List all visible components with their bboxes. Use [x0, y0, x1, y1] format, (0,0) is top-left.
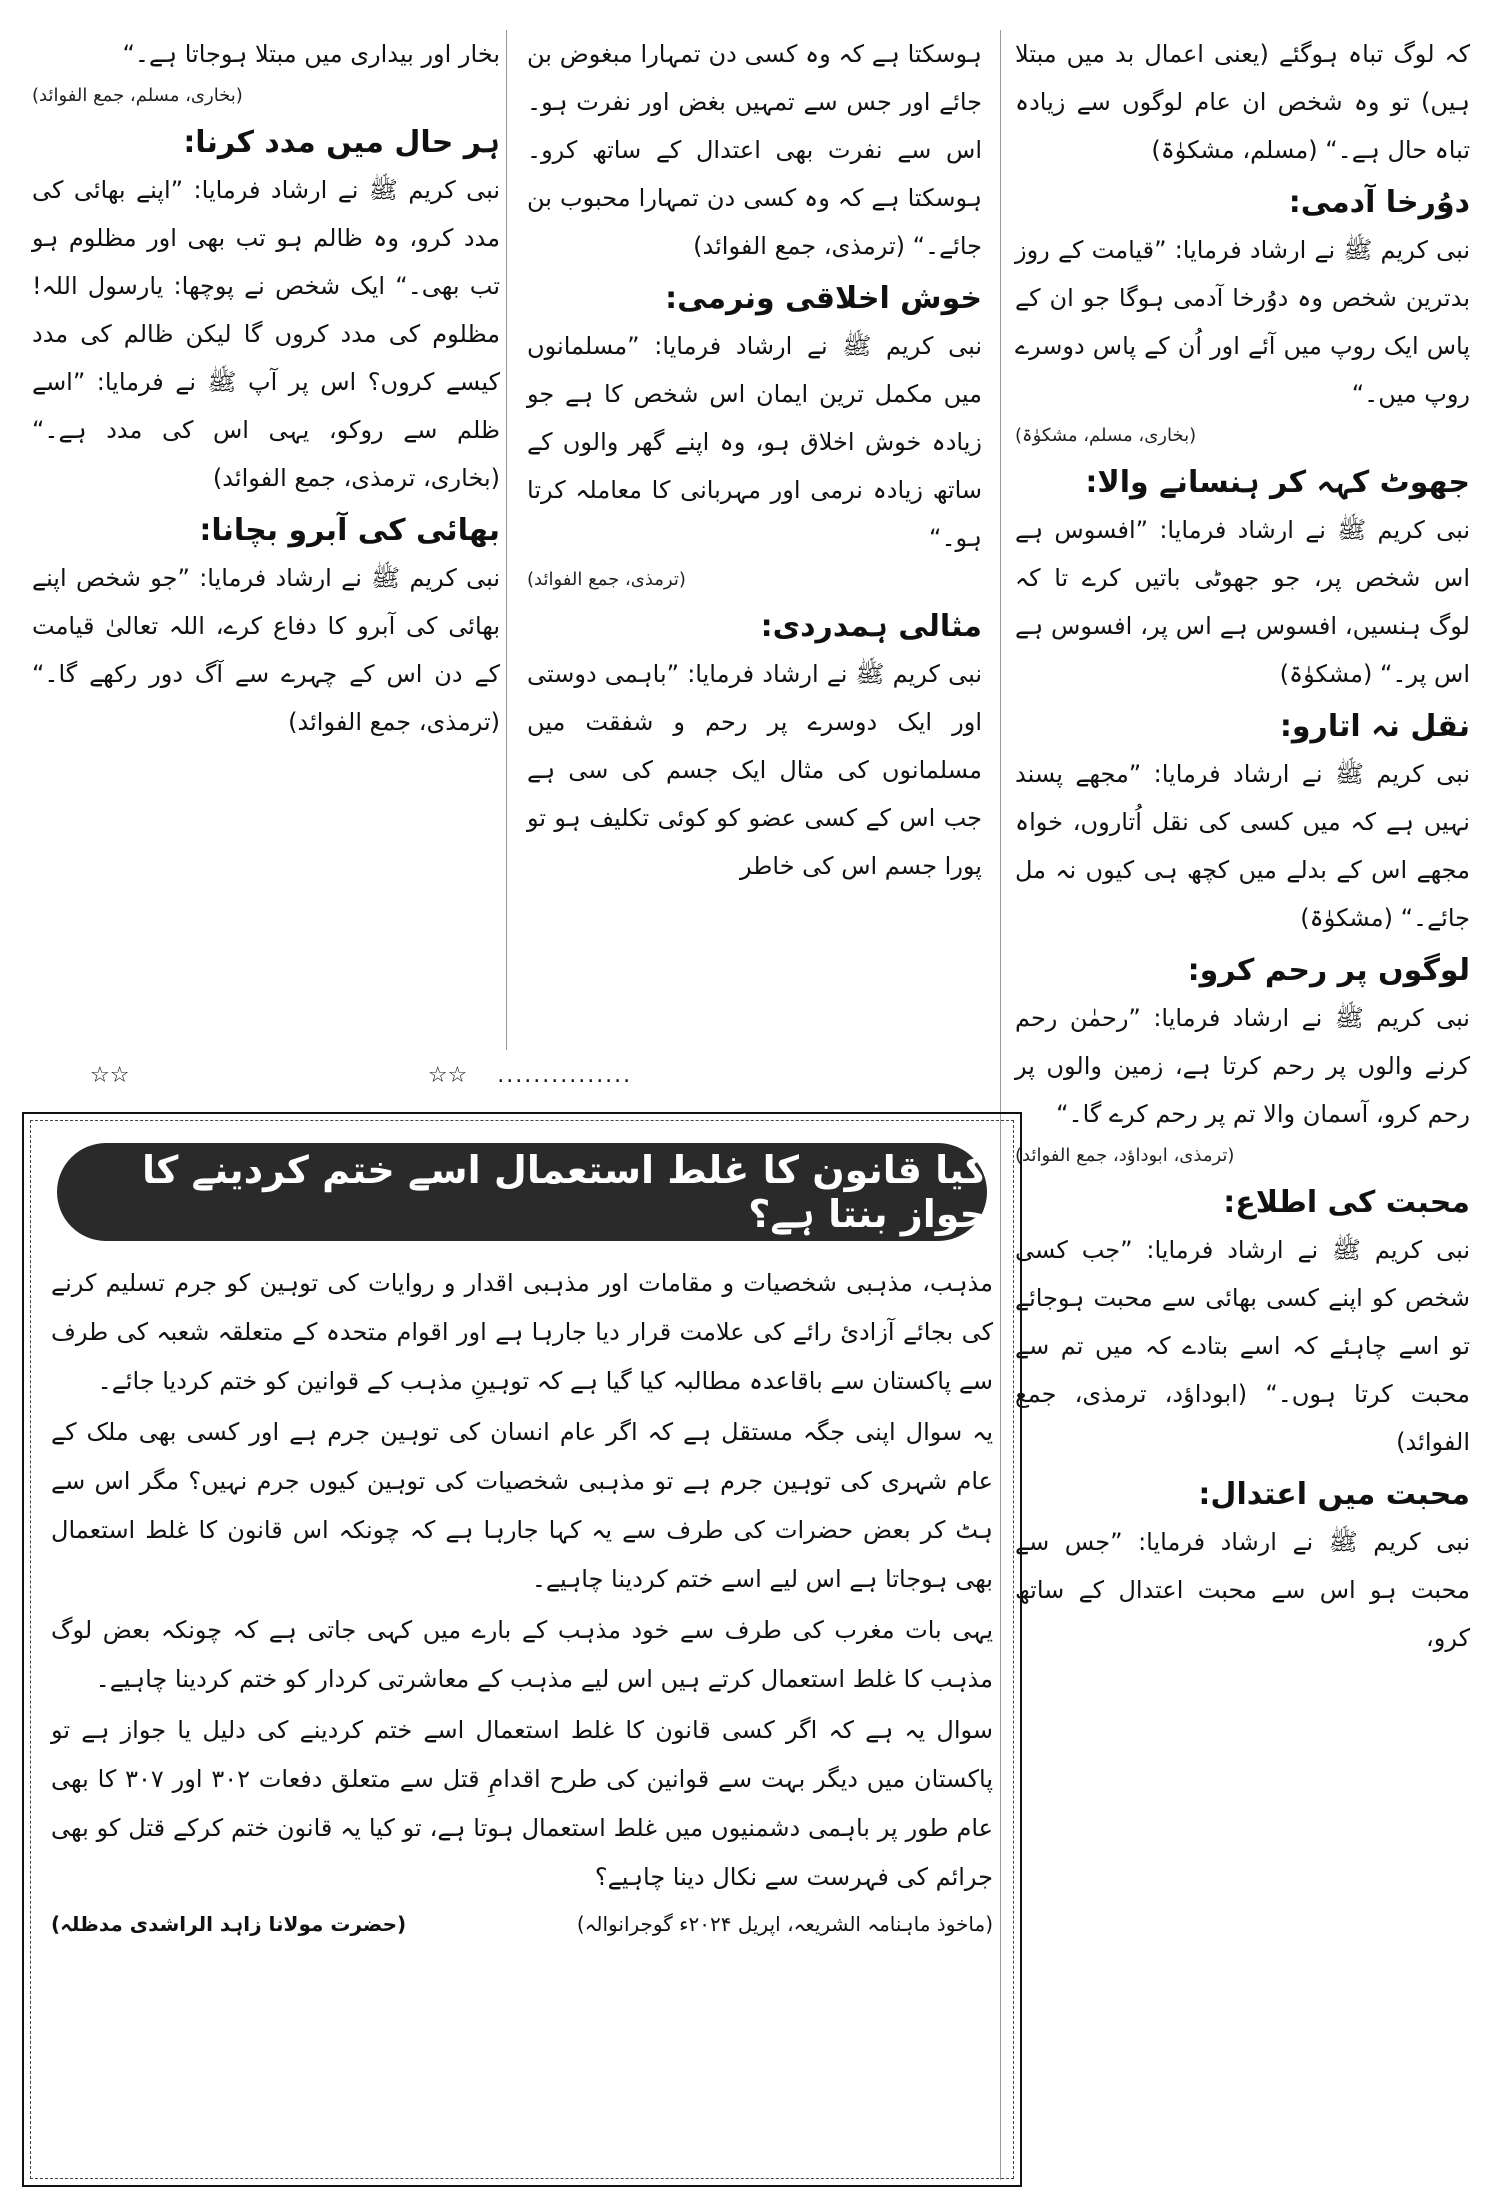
section-heading: لوگوں پر رحم کرو:: [1187, 953, 1470, 988]
section-heading: بھائی کی آبرو بچانا:: [199, 513, 500, 548]
hadith-paragraph: نبی کریم ﷺ نے ارشاد فرمایا: ”رحمٰن رحم کرنے والوں پر رحم کرتا ہے، زمین والوں پر رحم کرو، آسمان والا تم پر رحم کرے گا۔“: [1015, 1004, 1470, 1128]
hadith-paragraph: نبی کریم ﷺ نے ارشاد فرمایا: ”مجھے پسند نہیں ہے کہ میں کسی کی نقل اُتاروں، خواہ مجھے اس کے بدلے میں کچھ ہی کیوں نہ مل جائے۔“ (مشکوٰۃ): [1015, 760, 1470, 932]
section-heading: ہر حال میں مدد کرنا:: [183, 125, 500, 160]
section-separator: [90, 1055, 970, 1095]
article-paragraph: یہی بات مغرب کی طرف سے خود مذہب کے بارے میں کہی جاتی ہے کہ چونکہ بعض لوگ مذہب کا غلط استعمال کرتے ہیں اس لیے مذہب کے معاشرتی کردار کو ختم کردینا چاہیے۔: [51, 1616, 994, 1693]
hadith-paragraph: بخار اور بیداری میں مبتلا ہوجاتا ہے۔“: [122, 40, 500, 68]
hadith-paragraph: نبی کریم ﷺ نے ارشاد فرمایا: ”مسلمانوں میں مکمل ترین ایمان اس شخص کا ہے جو زیادہ خوش اخلاق ہو، وہ اپنے گھر والوں کے ساتھ زیادہ نرمی اور مہربانی کا معاملہ کرتا ہو۔“: [527, 332, 982, 552]
hadith-paragraph: نبی کریم ﷺ نے ارشاد فرمایا: ”جب کسی شخص کو اپنے کسی بھائی سے محبت ہوجائے تو اسے چاہئے کہ اسے بتادے کہ میں تم سے محبت کرتا ہوں۔“ (ابوداؤد، ترمذی، جمع الفوائد): [1015, 1236, 1470, 1456]
section-heading: محبت کی اطلاع:: [1223, 1185, 1470, 1220]
article-source: (ماخوذ ماہنامہ الشریعہ، اپریل ۲۰۲۴ء گوجرانوالہ): [576, 1912, 993, 1936]
reference-citation: (ترمذی، جمع الفوائد): [527, 569, 686, 590]
article-footer: [51, 1904, 993, 1944]
section-heading: نقل نہ اتارو:: [1279, 709, 1470, 744]
section-heading: مثالی ہمدردی:: [760, 609, 982, 644]
right-column: [1015, 30, 1470, 2170]
hadith-paragraph: کہ لوگ تباہ ہوگئے (یعنی اعمال بد میں مبتلا ہیں) تو وہ شخص ان عام لوگوں سے زیادہ تباہ حال ہے۔“ (مسلم، مشکوٰۃ): [1015, 40, 1470, 164]
section-heading: جھوٹ کہہ کر ہنسانے والا:: [1085, 465, 1470, 500]
hadith-paragraph: نبی کریم ﷺ نے ارشاد فرمایا: ”جس سے محبت ہو اس سے محبت اعتدال کے ساتھ کرو،: [1015, 1528, 1470, 1652]
hadith-paragraph: نبی کریم ﷺ نے ارشاد فرمایا: ”قیامت کے روز بدترین شخص وہ دوُرخا آدمی ہوگا جو ان کے پاس ایک روپ میں آئے اور اُن کے پاس دوسرے روپ میں۔“: [1015, 236, 1470, 408]
article-box: [22, 1112, 1022, 2187]
reference-citation: (بخاری، مسلم، مشکوٰۃ): [1015, 425, 1197, 446]
stars-mid: ☆☆: [427, 1062, 468, 1088]
article-inner: [30, 1120, 1014, 2179]
dots: ...............: [497, 1062, 633, 1088]
column-divider: [506, 30, 507, 1050]
middle-column: [527, 30, 982, 1130]
section-heading: دوُرخا آدمی:: [1288, 185, 1470, 220]
hadith-paragraph: نبی کریم ﷺ نے ارشاد فرمایا: ”باہمی دوستی اور ایک دوسرے پر رحم و شفقت میں مسلمانوں کی مثال ایک جسم کی سی ہے جب اس کے کسی عضو کو کوئی تکلیف ہو تو پورا جسم اس کی خاطر: [527, 660, 982, 880]
article-paragraph: سوال یہ ہے کہ اگر کسی قانون کا غلط استعمال اسے ختم کردینے کی دلیل یا جواز ہے تو پاکستان میں دیگر بہت سے قوانین کی طرح اقدامِ قتل سے متعلق دفعات ۳۰۲ اور ۳۰۷ کا بھی عام طور پر باہمی دشمنیوں میں غلط استعمال ہوتا ہے، تو کیا یہ قانون ختم کرکے قتل کو بھی جرائم کی فہرست سے نکال دینا چاہیے؟: [51, 1716, 994, 1891]
article-title: کیا قانون کا غلط استعمال اسے ختم کردینے کا جواز بنتا ہے؟: [57, 1143, 987, 1241]
article-paragraph: یہ سوال اپنی جگہ مستقل ہے کہ اگر عام انسان کی توہین جرم ہے اور کسی بھی ملک کے عام شہری کی توہین جرم ہے تو مذہبی شخصیات کی توہین کیوں جرم نہیں؟ مگر اس سے ہٹ کر بعض حضرات کی طرف سے یہ کہا جارہا ہے کہ چونکہ اس قانون کا غلط استعمال بھی ہوجاتا ہے اس لیے اسے ختم کردینا چاہیے۔: [51, 1418, 993, 1593]
left-column: [32, 30, 500, 1130]
article-paragraph: مذہب، مذہبی شخصیات و مقامات اور مذہبی اقدار و روایات کی توہین کو جرم تسلیم کرنے کی بجائے آزادیٔ رائے کی علامت قرار دیا جارہا ہے اور اقوام متحدہ کے متعلقہ شعبہ کی طرف سے پاکستان سے باقاعدہ مطالبہ کیا گیا ہے کہ توہینِ مذہب کے قوانین کو ختم کردیا جائے۔: [51, 1269, 993, 1395]
hadith-paragraph: نبی کریم ﷺ نے ارشاد فرمایا: ”افسوس ہے اس شخص پر، جو جھوٹی باتیں کرے تا کہ لوگ ہنسیں، افسوس ہے اس پر، افسوس ہے اس پر۔“ (مشکوٰۃ): [1015, 516, 1470, 688]
hadith-paragraph: نبی کریم ﷺ نے ارشاد فرمایا: ”اپنے بھائی کی مدد کرو، وہ ظالم ہو تب بھی اور مظلوم ہو تب بھی۔“ ایک شخص نے پوچھا: یارسول اللہ! مظلوم کی مدد کروں گا لیکن ظالم کی مدد کیسے کروں؟ اس پر آپ ﷺ نے فرمایا: ”اسے ظلم سے روکو، یہی اس کی مدد ہے۔“ (بخاری، ترمذی، جمع الفوائد): [32, 176, 500, 492]
reference-citation: (ترمذی، ابوداؤد، جمع الفوائد): [1015, 1145, 1235, 1166]
section-heading: خوش اخلاقی ونرمی:: [665, 281, 982, 316]
article-author: (حضرت مولانا زاہد الراشدی مدظلہ): [51, 1912, 407, 1936]
hadith-paragraph: ہوسکتا ہے کہ وہ کسی دن تمہارا مبغوض بن جائے اور جس سے تمہیں بغض اور نفرت ہو۔ اس سے نفرت بھی اعتدال کے ساتھ کرو۔ ہوسکتا ہے کہ وہ کسی دن تمہارا محبوب بن جائے۔“ (ترمذی، جمع الفوائد): [527, 40, 982, 260]
stars-left: ☆☆: [90, 1062, 130, 1088]
reference-citation: (بخاری، مسلم، جمع الفوائد): [32, 85, 243, 106]
section-heading: محبت میں اعتدال:: [1198, 1477, 1470, 1512]
hadith-paragraph: نبی کریم ﷺ نے ارشاد فرمایا: ”جو شخص اپنے بھائی کی آبرو کا دفاع کرے، اللہ تعالیٰ قیامت کے دن اس کے چہرے سے آگ دور رکھے گا۔“ (ترمذی، جمع الفوائد): [32, 564, 500, 736]
